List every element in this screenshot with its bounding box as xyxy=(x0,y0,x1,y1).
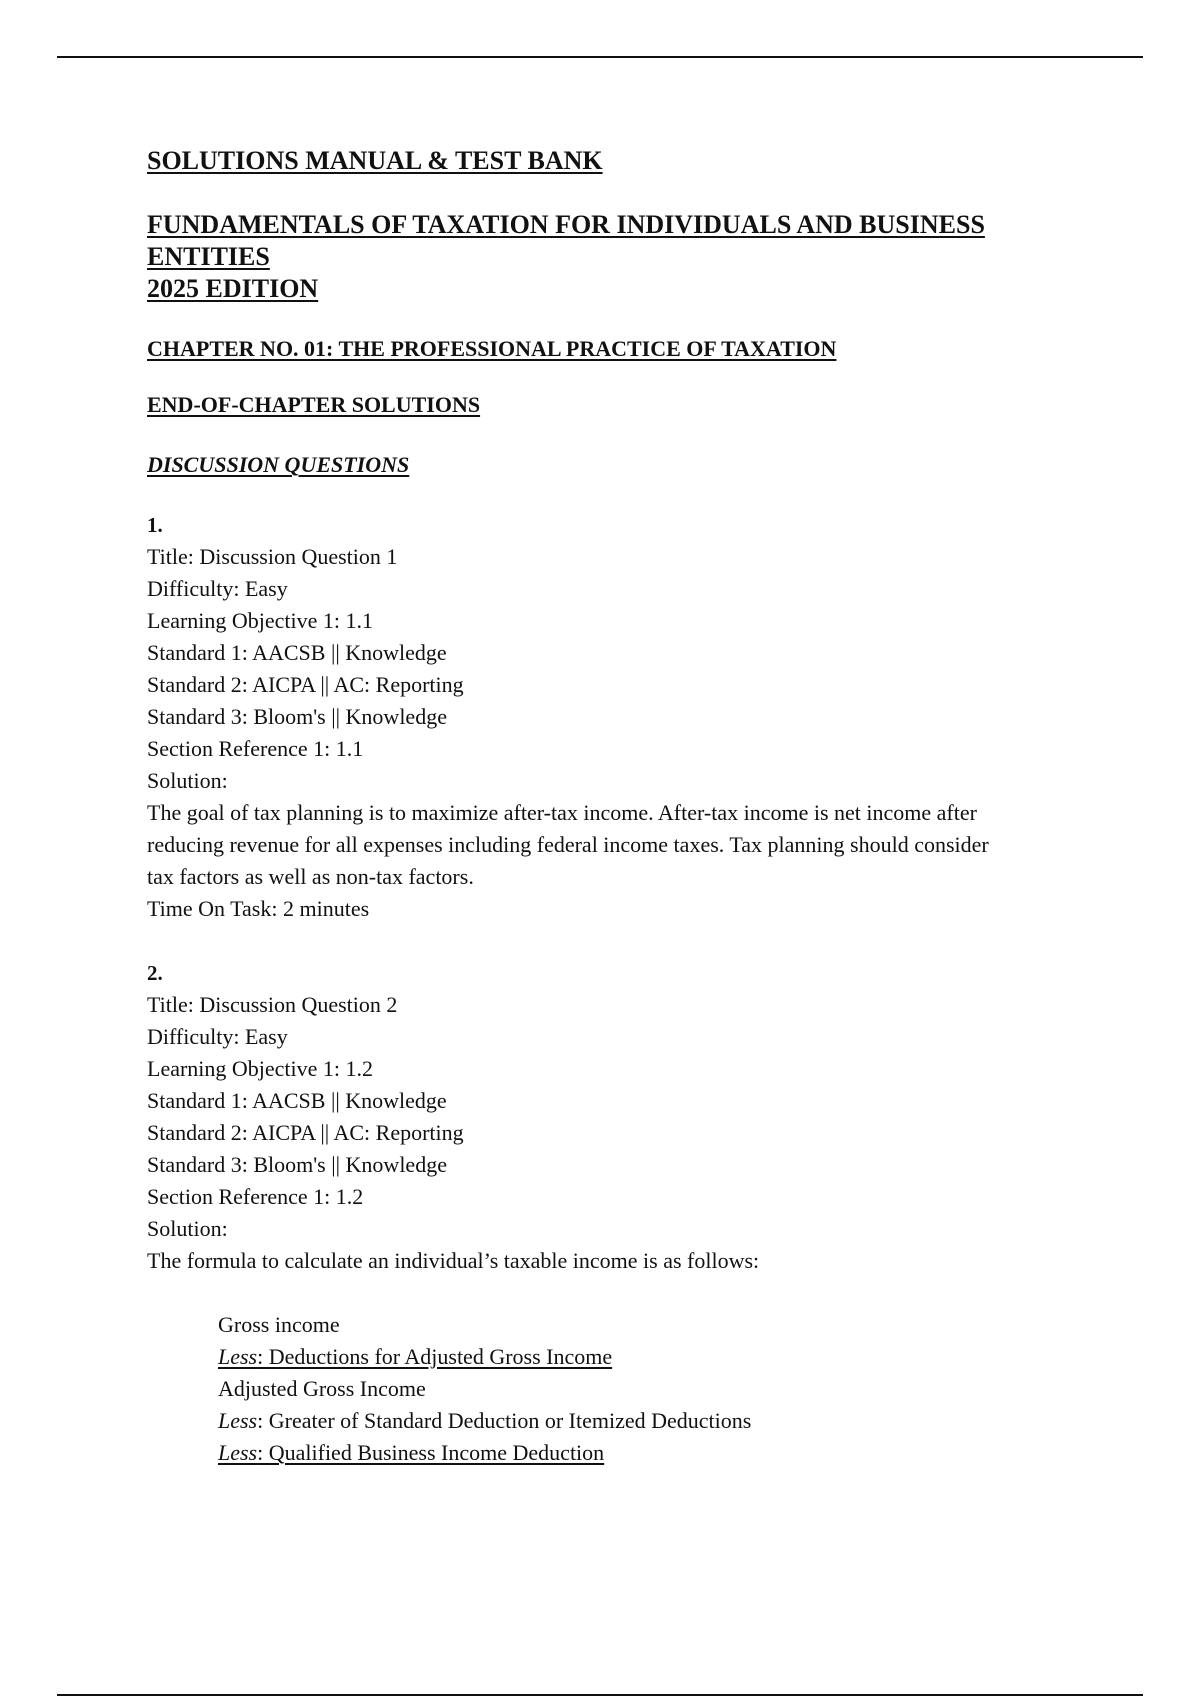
solution-intro: The formula to calculate an individual’s taxable income is as follows: xyxy=(147,1248,760,1273)
formula-agi: Adjusted Gross Income xyxy=(218,1376,426,1401)
question-number: 1. xyxy=(147,513,163,537)
taxable-income-formula xyxy=(147,1309,1087,1469)
solution-line: The goal of tax planning is to maximize after-tax income. After-tax income is net income after xyxy=(147,800,977,825)
standard-2: Standard 2: AICPA || AC: Reporting xyxy=(147,672,464,697)
time-on-task: Time On Task: 2 minutes xyxy=(147,896,370,921)
solution-line: reducing revenue for all expenses including federal income taxes. Tax planning should consider xyxy=(147,832,989,857)
solution-label: Solution: xyxy=(147,1216,228,1241)
document-body xyxy=(147,145,1087,1469)
edition: 2025 EDITION xyxy=(147,274,319,303)
question-difficulty: Difficulty: Easy xyxy=(147,1024,288,1049)
less-label: Less xyxy=(218,1408,258,1433)
standard-3: Standard 3: Bloom's || Knowledge xyxy=(147,704,447,729)
book-title-block xyxy=(147,209,1087,305)
question-1 xyxy=(147,509,1087,925)
section-heading: END-OF-CHAPTER SOLUTIONS xyxy=(147,392,481,417)
learning-objective: Learning Objective 1: 1.2 xyxy=(147,1056,374,1081)
formula-gross-income: Gross income xyxy=(218,1312,340,1337)
question-number: 2. xyxy=(147,961,163,985)
formula-standard-or-itemized xyxy=(218,1405,1087,1437)
section-reference: Section Reference 1: 1.1 xyxy=(147,736,364,761)
book-title-line-2: ENTITIES xyxy=(147,242,270,271)
formula-deductions-agi-text: : Deductions for Adjusted Gross Income xyxy=(257,1344,613,1369)
top-rule xyxy=(57,56,1143,58)
less-label: Less xyxy=(218,1344,258,1369)
section-reference: Section Reference 1: 1.2 xyxy=(147,1184,364,1209)
subsection-heading: DISCUSSION QUESTIONS xyxy=(147,452,410,477)
manual-title: SOLUTIONS MANUAL & TEST BANK xyxy=(147,146,603,175)
less-label: Less xyxy=(218,1440,258,1465)
learning-objective: Learning Objective 1: 1.1 xyxy=(147,608,374,633)
chapter-heading: CHAPTER NO. 01: THE PROFESSIONAL PRACTICE OF TAXATION xyxy=(147,336,837,361)
standard-3: Standard 3: Bloom's || Knowledge xyxy=(147,1152,447,1177)
solution-line: tax factors as well as non-tax factors. xyxy=(147,864,474,889)
book-title-line-1: FUNDAMENTALS OF TAXATION FOR INDIVIDUALS AND BUSINESS xyxy=(147,210,985,239)
standard-2: Standard 2: AICPA || AC: Reporting xyxy=(147,1120,464,1145)
standard-1: Standard 1: AACSB || Knowledge xyxy=(147,640,447,665)
formula-standard-or-itemized-text: : Greater of Standard Deduction or Itemized Deductions xyxy=(257,1408,752,1433)
question-difficulty: Difficulty: Easy xyxy=(147,576,288,601)
question-title: Title: Discussion Question 1 xyxy=(147,544,398,569)
question-2 xyxy=(147,957,1087,1469)
solution-label: Solution: xyxy=(147,768,228,793)
formula-qbi-text: : Qualified Business Income Deduction xyxy=(257,1440,605,1465)
standard-1: Standard 1: AACSB || Knowledge xyxy=(147,1088,447,1113)
question-title: Title: Discussion Question 2 xyxy=(147,992,398,1017)
formula-qbi xyxy=(218,1437,1087,1469)
formula-deductions-agi xyxy=(218,1341,1087,1373)
bottom-rule xyxy=(57,1694,1143,1696)
